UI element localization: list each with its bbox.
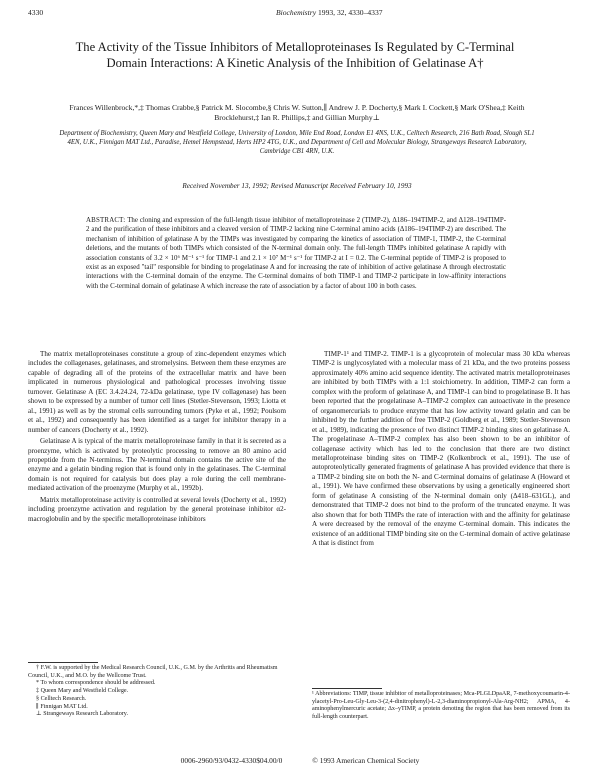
- copyright: © 1993 American Chemical Society: [312, 756, 420, 765]
- citation: 1993, 32, 4330–4337: [317, 8, 383, 17]
- journal-citation: [276, 8, 383, 17]
- footnote: ‡ Queen Mary and Westfield College.: [36, 688, 129, 695]
- footnote: ⊥ Strangeways Research Laboratory.: [36, 711, 128, 718]
- footnotes-left: [28, 665, 286, 719]
- footnote: ∥ Finnigan MAT Ltd.: [36, 703, 88, 710]
- abstract-label: ABSTRACT:: [86, 217, 126, 224]
- abstract-text: The cloning and expression of the full-length tissue inhibitor of metalloproteinase 2 (TIMP-2), Δ186–194TIMP-2, and Δ128–194TIMP-2 and the purification of these inhibitors and a cleaved version of TIMP-2 lacking nine C-terminal amino acids (Δ186–194TIMP-2) are described. The mechanism of inhibition of gelatinase A by the TIMPs was investigated by comparing the kinetics of association of TIMP-1, TIMP-2, the C-terminal deletions, and the mutants of both TIMPs which consisted of the N-terminal domain only. The full-length TIMPs inhibited gelatinase A rapidly with association constants of 3.2 × 10⁶ M⁻¹ s⁻¹ for TIMP-1 and 2.1 × 10⁷ M⁻¹ s⁻¹ for TIMP-2 at I = 0.2. The C-terminal peptide of TIMP-2 is proposed to exist as an exposed "tail" responsible for binding to progelatinase A and for increasing the rate of inhibition of active gelatinase A through electrostatic interactions with the C-terminal domain of the enzyme. The C-terminal domains of both TIMP-1 and TIMP-2 participate in low-affinity interactions with the C-terminal domain of gelatinase A which increase the rate of association by a factor of about 100 in both cases.: [86, 217, 506, 290]
- paragraph: Gelatinase A is typical of the matrix metalloproteinase family in that it is secreted as a proenzyme, which is activated by proteolytic processing to remove an 80 amino acid propeptide from the N-terminus. The N-terminal domain contains the active site of the enzyme and a gelatin binding region that is found only in the gelatinases. The C-terminal domain is not required for catalysis but does play a role during the cell membrane-mediated activation of the proenzyme (Murphy et al., 1992b).: [28, 437, 286, 493]
- article-code: 0006-2960/93/0432-4330$04.00/0: [180, 756, 283, 765]
- footnote: † F.W. is supported by the Medical Research Council, U.K., G.M. by the Arthritis and Rheumatism Council, U.K., and M.O. by the Wellcome Trust.: [28, 665, 278, 679]
- footnote: § Celltech Research.: [36, 695, 87, 702]
- affiliations: Department of Biochemistry, Queen Mary and Westfield College, University of London, Mile End Road, London E1 4NS, U.K., Celltech Research, 216 Bath Road, Slough SL1 4EN, U.K., Finnigan MAT Ltd., Paradise, Hemel Hempstead, Herts HP2 4TG, U.K., and Department of Cell and Molecular Biology, Strangeways Research Laboratory, Cambridge CB1 4RN, U.K.: [59, 130, 535, 155]
- footnote: * To whom correspondence should be addressed.: [36, 680, 156, 687]
- footnote-abbreviations: ¹ Abbreviations: TIMP, tissue inhibitor of metalloproteinases; Mca-PLGLDpaAR, 7-methoxycoumarin-4-ylacetyl-Pro-Leu-Gly-Leu-3-(2,4-dinitrophenyl)-L-2,3-diaminopropionyl-Ala-Arg-NH2; APMA, 4-aminophenylmercuric acetate; Δx–yTIMP, a protein denoting the region that has been removed from its full-length counterpart.: [312, 691, 570, 721]
- abstract: [86, 216, 506, 291]
- page-number: 4330: [28, 8, 44, 17]
- paper-title: The Activity of the Tissue Inhibitors of Metalloproteinases Is Regulated by C-Terminal Domain Interactions: A Kinetic Analysis of the Inhibition of Gelatinase A†: [75, 40, 515, 70]
- body-column-right: [312, 350, 570, 551]
- page-footer: [0, 756, 600, 765]
- author-list: Frances Willenbrock,*,‡ Thomas Crabbe,§ Patrick M. Slocombe,§ Chris W. Sutton,∥ Andrew J. P. Docherty,§ Mark I. Cockett,§ Mark O'Shea,‡ Keith Brocklehurst,‡ Ian R. Phillips,‡ and Gillian Murphy⊥: [69, 103, 525, 122]
- body-column-left: [28, 350, 286, 526]
- footnote-divider: [312, 688, 382, 689]
- paragraph: The matrix metalloproteinases constitute a group of zinc-dependent enzymes which includes the collagenases, gelatinases, and stromelysins. Between them these enzymes are capable of degrading all of the proteins of the extracellular matrix and have been implicated in numerous physiological and pathological processes involving tissue turnover. Gelatinase A (EC 3.4.24.24, 72-kDa gelatinase, type IV collagenase) has been shown to be expressed by a number of tumor cell lines (Stetler-Stevenson, 1993; Liotta et al., 1991) as well as by the stromal cells surrounding tumors (Pyke et al., 1992; Poulsom et al., 1992) and consequently has been identified as a target for inhibitor therapy in a number of cancers (Docherty et al., 1992).: [28, 350, 286, 434]
- paragraph: TIMP-1¹ and TIMP-2. TIMP-1 is a glycoprotein of molecular mass 30 kDa whereas TIMP-2 is unglycosylated with a molecular mass of 21 kDa, and the two proteins possess approximately 40% amino acid sequence identity. The activated matrix metalloproteinases are inhibited by both TIMPs with a 1:1 stoichiometry. In addition, TIMP-2 can form a complex with the proform of gelatinase A, and TIMP-1 can bind to progelatinase B. It has been reported that the progelatinase A–TIMP-2 complex can autoactivate in the presence of organomercurials to produce enzyme that has low activity toward gelatin and can be inhibited by the further addition of free TIMP-2 (Goldberg et al., 1989; Stetler-Stevenson et al., 1989), indicating the presence of two distinct TIMP-2 binding sites on gelatinase A. The progelatinase A–TIMP-2 complex has also been shown to be an inhibitor of collagenase activity which has led to the conclusion that there are two distinct metalloproteinase binding sites on TIMP-2 (Kolkenbrock et al., 1991). The use of autoproteolytically generated fragments of gelatinase A has provided evidence that there is a TIMP-2 binding site on both the N- and C-terminal domains of gelatinase A (Howard et al., 1991). We have confirmed these observations by using a genetically engineered short form of gelatinase A consisting of the N-terminal domain only (Δ418–631GL), and demonstrated that TIMP-2 does not bind to the proform of the truncated enzyme. It was also shown that for both TIMPs the rate of interaction with and the affinity for gelatinase A were decreased by the removal of the enzyme C-terminal domain. This indicates the existence of an additional TIMP binding site on the C-terminal domain of active gelatinase A that is distinct from: [312, 350, 570, 548]
- running-header: [28, 8, 570, 20]
- footnote-divider: [28, 662, 98, 663]
- received-dates: Received November 13, 1992; Revised Manuscript Received February 10, 1993: [182, 182, 412, 190]
- paragraph: Matrix metalloproteinase activity is controlled at several levels (Docherty et al., 1992) including proenzyme activation and regulation by the general proteinase inhibitor α2-macroglobulin and by the specific metalloproteinase inhibitors: [28, 495, 286, 523]
- journal-name: Biochemistry: [276, 8, 317, 17]
